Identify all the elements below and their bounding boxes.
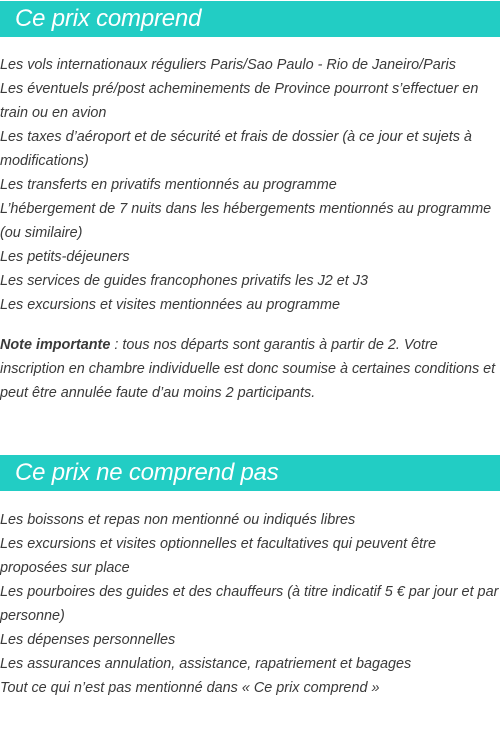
included-item: Les services de guides francophones privatifs les J2 et J3	[0, 273, 368, 289]
included-item: Les taxes d’aéroport et de sécurité et frais de dossier (à ce jour et sujets à modifications)	[0, 129, 472, 169]
included-item: Les éventuels pré/post acheminements de Province pourront s’effectuer en train ou en avion	[0, 81, 479, 121]
excluded-item: Les excursions et visites optionnelles et facultatives qui peuvent être proposées sur place	[0, 536, 436, 576]
included-items-list	[0, 53, 500, 317]
included-item: Les petits-déjeuners	[0, 249, 130, 265]
included-item: Les excursions et visites mentionnées au programme	[0, 297, 340, 313]
excluded-section-header	[0, 455, 500, 491]
excluded-section-title: Ce prix ne comprend pas	[15, 459, 279, 486]
included-section-title: Ce prix comprend	[15, 5, 202, 32]
included-item: L’hébergement de 7 nuits dans les hébergements mentionnés au programme (ou similaire)	[0, 201, 492, 241]
important-note	[0, 333, 496, 405]
included-item: Les vols internationaux réguliers Paris/Sao Paulo - Rio de Janeiro/Paris	[0, 57, 456, 73]
included-item: Les transferts en privatifs mentionnés au programme	[0, 177, 337, 193]
excluded-item: Les pourboires des guides et des chauffeurs (à titre indicatif 5 € par jour et par personne)	[0, 584, 499, 624]
excluded-item: Les assurances annulation, assistance, rapatriement et bagages	[0, 656, 412, 672]
excluded-item: Les boissons et repas non mentionné ou indiqués libres	[0, 512, 356, 528]
excluded-item: Les dépenses personnelles	[0, 632, 176, 648]
excluded-item: Tout ce qui n’est pas mentionné dans « Ce prix comprend »	[0, 680, 380, 696]
included-section-header	[0, 1, 500, 37]
excluded-items-list	[0, 508, 500, 700]
important-note-label: Note importante	[0, 337, 111, 353]
important-note-text: : tous nos départs sont garantis à partir de 2. Votre inscription en chambre individuelle est donc soumise à certaines conditions et peut être annulée faute d’au moins 2 participants.	[0, 337, 496, 401]
